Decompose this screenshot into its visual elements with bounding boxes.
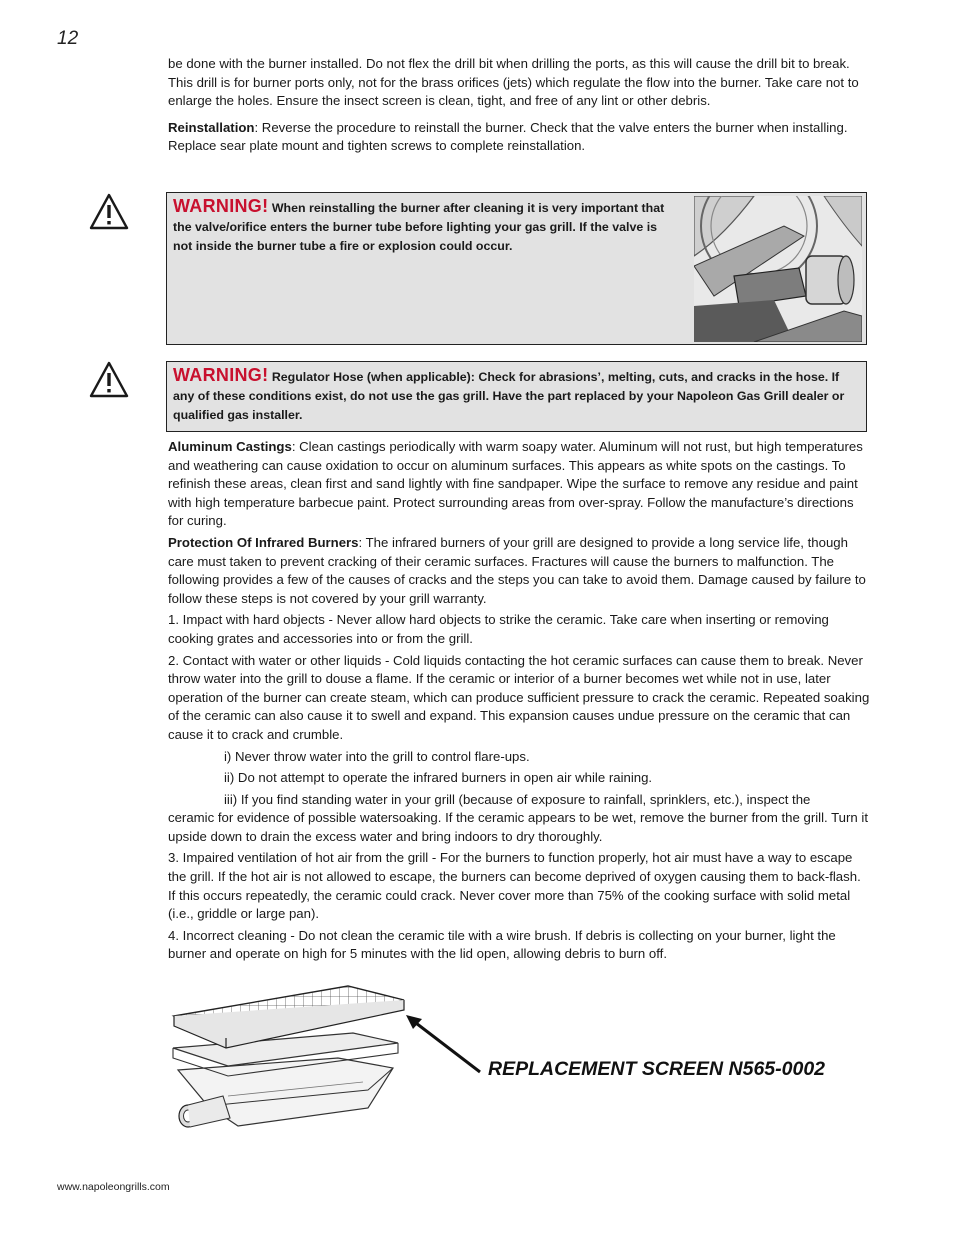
footer-url: www.napoleongrills.com (57, 1181, 170, 1193)
aluminum-heading: Aluminum Castings (168, 439, 292, 454)
warning-box-hose (166, 361, 867, 432)
warning-box-valve (166, 192, 867, 345)
aluminum-paragraph (168, 438, 870, 531)
burner-screen-illustration (168, 978, 408, 1133)
warning-valve-text (173, 197, 668, 256)
sub-list-item-continued: ceramic for evidence of possible watersoaking. If the ceramic appears to be wet, remove the burner from the grill. Turn it upside down to drain the excess water and bring indoors to dry thoroughly. (168, 810, 868, 844)
aluminum-text: : Clean castings periodically with warm soapy water. Aluminum will not rust, but high temperatures and weathering can cause oxidation to occur on aluminum surfaces. This appears as white spots on the castings. To refinish these areas, clean first and sand lightly with fine sandpaper. Wipe the surface to remove any residue and paint with high temperature barbecue paint. Protect surrounding areas from over-spray. Follow the manufacture’s directions for curing. (168, 439, 863, 529)
warning-label: WARNING! (173, 365, 269, 385)
warning-valve-message: When reinstalling the burner after cleaning it is very important that the valve/orifice enters the burner tube before lighting your gas grill. If the valve is not inside the burner tube a fire or explosion could occur. (173, 201, 665, 253)
intro-paragraph (168, 55, 870, 156)
maintenance-section (168, 438, 870, 964)
sub-list-item: i) Never throw water into the grill to control flare-ups. (224, 748, 530, 764)
infrared-heading: Protection Of Infrared Burners (168, 534, 359, 550)
valve-burner-photo (694, 196, 862, 342)
list-item: 1. Impact with hard objects - Never allow hard objects to strike the ceramic. Take care when inserting or removing cooking grates and accessories into or from the grill. (168, 612, 829, 646)
intro-text: be done with the burner installed. Do not flex the drill bit when drilling the ports, as this will cause the drill bit to break. This drill is for burner ports only, not for the brass orifices (jets) which regulate the flow into the burner. Take care not to enlarge the holes. Ensure the insect screen is clean, tight, and free of any lint or other debris. (168, 56, 859, 109)
warning-hose-message: Regulator Hose (when applicable): Check for abrasions’, melting, cuts, and cracks in the hose. If any of these conditions exist, do not use the gas grill. Have the part replaced by your Napoleon Gas Grill dealer or qualified gas installer. (173, 370, 845, 422)
warning-triangle-icon (88, 192, 130, 232)
sub-list-item: ii) Do not attempt to operate the infrared burners in open air while raining. (224, 770, 653, 786)
warning-triangle-icon (88, 360, 130, 400)
warning-label: WARNING! (173, 196, 269, 216)
page-number: 12 (57, 28, 79, 49)
list-item: 3. Impaired ventilation of hot air from the grill - For the burners to function properly, hot air must have a way to escape the grill. If the hot air is not allowed to escape, the burners can become deprived of oxygen causing them to back-flash. If this occurs repeatedly, the ceramic could crack. Never cover more than 75% of the cooking surface with solid metal (i.e., griddle or large pan). (168, 850, 861, 922)
infrared-paragraph (168, 534, 870, 608)
reinstallation-heading: Reinstallation (168, 119, 255, 135)
reinstallation-paragraph (168, 119, 870, 156)
warning-hose-text (173, 366, 863, 425)
replacement-screen-label: REPLACEMENT SCREEN N565-0002 (488, 1058, 826, 1080)
infrared-text: : The infrared burners of your grill are designed to provide a long service life, though care must taken to prevent cracking of their ceramic surfaces. Fractures will cause the burners to malfunction. The following provides a few of the causes of cracks and the steps you can take to avoid them. Damage caused by failure to follow these steps is not covered by your grill warranty. (168, 534, 866, 606)
pointer-arrow-icon (400, 1012, 485, 1077)
reinstallation-text: : Reverse the procedure to reinstall the burner. Check that the valve enters the burner when installing. Replace sear plate mount and tighten screws to complete reinstallation. (168, 119, 848, 154)
sub-list-item: iii) If you find standing water in your grill (because of exposure to rainfall, sprinklers, etc.), inspect the (224, 791, 811, 807)
list-item: 2. Contact with water or other liquids - Cold liquids contacting the hot ceramic surfaces can cause them to break. Never throw water into the grill to douse a flame. If the ceramic or interior of a burner becomes wet while not in use, later operation of the burner can create steam, which can produce sufficient pressure to crack the ceramic. Repeated soaking of the ceramic can also cause it to swell and expand. This expansion causes undue pressure on the ceramic that can cause it to crack and crumble. (168, 652, 870, 742)
list-item: 4. Incorrect cleaning - Do not clean the ceramic tile with a wire brush. If debris is collecting on your burner, light the burner and operate on high for 5 minutes with the lid open, allowing debris to burn off. (168, 927, 836, 962)
